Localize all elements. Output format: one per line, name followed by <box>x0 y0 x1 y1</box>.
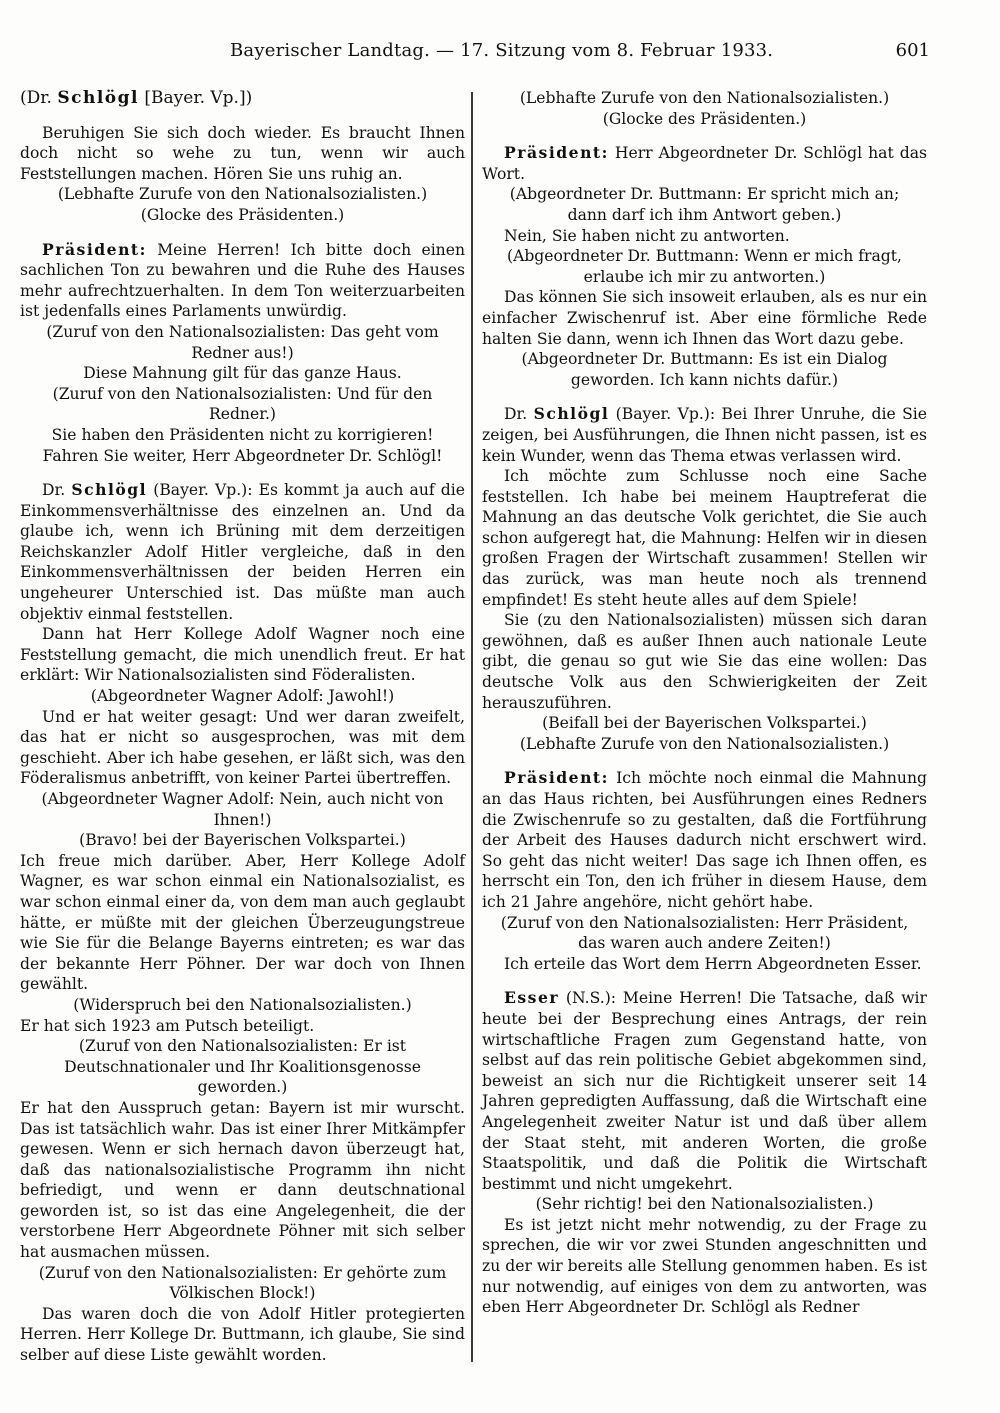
speaker-name: Esser <box>504 988 560 1008</box>
interjection: (Bravo! bei der Bayerischen Volkspartei.) <box>79 831 406 850</box>
paragraph: Sie (zu den Nationalsozialisten) müssen sich daran gewöhnen, daß es außer Ihnen auch nationale Leute gibt, die genau so gut wie Sie das eine wollen: Das deutsche Volk aus den Schwierigkeiten der Zeit herauszuführen. <box>482 611 927 712</box>
speech <box>20 480 465 624</box>
running-title: Bayerischer Landtag. — 17. Sitzung vom 8. Februar 1933. <box>230 40 774 61</box>
paragraph: Das waren doch die von Adolf Hitler protegierten Herren. Herr Kollege Dr. Buttmann, ich glaube, Sie sind selber auf diese Liste gewählt worden. <box>20 1304 465 1365</box>
interjection: (Abgeordneter Dr. Buttmann: Er spricht mich an; dann darf ich ihm Antwort geben.) <box>509 185 900 224</box>
paragraph: Dann hat Herr Kollege Adolf Wagner noch eine Feststellung gemacht, die mich unendlich freut. Er hat erklärt: Wir Nationalsozialisten sind Föderalisten. <box>20 625 465 685</box>
speaker-name: Präsident: <box>504 768 609 788</box>
paragraph: Ich freue mich darüber. Aber, Herr Kollege Adolf Wagner, es war schon einmal ein Nationalsozialist, es war schon einmal einer da, von dem man auch geglaubt hätte, er müßte mit der gleichen Überzeugungstreue wie Sie für die Belange Bayerns eintreten; es war das der bekannte Herr Pöhner. Der war doch von Ihnen gewählt. <box>20 851 465 994</box>
interjection: (Zuruf von den Nationalsozialisten: Er gehörte zum Völkischen Block!) <box>38 1263 447 1303</box>
paragraph: Er hat den Ausspruch getan: Bayern ist mir wurscht. Das ist tatsächlich wahr. Das ist einer Ihrer Mitkämpfer gewesen. Wenn er sich hernach davon überzeugt hat, daß das nationalsozialistische Programm ihn nicht befriedigt, und wenn er dann deutschnational geworden ist, so ist das eine Angelegenheit, die der verstorbene Herr Abgeordnete Pöhner mit sich selber hat ausmachen müssen. <box>20 1098 465 1262</box>
column-divider <box>471 92 473 1362</box>
interjection: (Abgeordneter Wagner Adolf: Jawohl!) <box>90 687 395 706</box>
paragraph: Diese Mahnung gilt für das ganze Haus. <box>83 364 402 383</box>
speaker-line <box>20 88 465 109</box>
interjection: (Glocke des Präsidenten.) <box>140 205 345 224</box>
speaker-name: Präsident: <box>42 239 147 259</box>
speaker-prefix: Dr. <box>504 405 534 424</box>
speaker-prefix: (Dr. <box>20 88 58 108</box>
interjection: (Zuruf von den Nationalsozialisten: Herr Präsident, das waren auch andere Zeiten!) <box>500 913 909 953</box>
page-header <box>20 38 930 66</box>
right-column <box>482 88 927 1318</box>
president-speech <box>482 768 927 912</box>
paragraph: Beruhigen Sie sich doch wieder. Es braucht Ihnen doch nicht so wehe zu tun, wenn wir auch Feststellungen machen. Hören Sie uns ruhig an. <box>20 123 465 183</box>
interjection: (Glocke des Präsidenten.) <box>602 109 807 128</box>
paragraph: Und er hat weiter gesagt: Und wer daran zweifelt, das hat er nicht so ausgesprochen, was mit dem geschieht. Aber ich habe gesehen, er läßt sich, was den Föderalismus anbetrifft, von keiner Partei übertreffen. <box>20 707 465 788</box>
speech-text: (Bayer. Vp.): Bei Ihrer Unruhe, die Sie zeigen, bei Ausführungen, die Ihnen nicht passen, ist es kein Wunder, wenn das Thema etwas verlassen wird. <box>482 405 927 465</box>
speech-text: Ich möchte noch einmal die Mahnung an das Haus richten, bei Ausführungen eines Redners die Zwischenrufe so zu gestalten, daß die Fortführung der Arbeit des Hauses dadurch nicht erschwert wird. So geht das nicht weiter! Das sage ich Ihnen offen, es herrscht ein Ton, den ich früher in diesem Hause, dem ich 21 Jahre angehöre, nicht gehört habe. <box>482 769 927 911</box>
interjection: (Zuruf von den Nationalsozialisten: Er ist Deutschnationaler und Ihr Koalitionsgenosse geworden.) <box>64 1037 421 1097</box>
interjection: (Widerspruch bei den Nationalsozialisten.) <box>73 995 412 1014</box>
president-speech <box>482 143 927 184</box>
interjection: (Abgeordneter Wagner Adolf: Nein, auch nicht von Ihnen!) <box>41 790 444 829</box>
paragraph: Es ist jetzt nicht mehr notwendig, zu der Frage zu sprechen, die wir vor zwei Stunden angeschnitten und zu der wir bereits alle Stellung genommen haben. Es ist nur notwendig, auf einiges von dem zu antworten, was eben Herr Abgeordneter Dr. Schlögl als Redner <box>482 1215 927 1317</box>
speech-text: Meine Herren! Ich bitte doch einen sachlichen Ton zu bewahren und die Ruhe des Hauses mehr aufrechtzuerhalten. In dem Ton weiterzuarbeiten ist jedenfalls eines Parlaments unwürdig. <box>20 240 465 321</box>
speech <box>482 988 927 1194</box>
speech-text: (Bayer. Vp.): Es kommt ja auch auf die Einkommensverhältnisse des einzelnen an. Und da glaube ich, wenn ich Brüning mit dem derzeitigen Reichskanzler Adolf Hitler vergleiche, daß in den Einkommensverhältnissen der beiden Herren ein ungeheurer Unterschied ist. Das müßte man auch objektiv einmal feststellen. <box>20 481 465 623</box>
president-speech <box>20 240 465 322</box>
interjection: (Abgeordneter Dr. Buttmann: Es ist ein Dialog geworden. Ich kann nichts dafür.) <box>521 350 888 389</box>
paragraph: Er hat sich 1923 am Putsch beteiligt. <box>20 1016 315 1035</box>
interjection: (Lebhafte Zurufe von den Nationalsozialisten.) <box>519 734 890 753</box>
paragraph: Sie haben den Präsidenten nicht zu korrigieren! Fahren Sie weiter, Herr Abgeordneter Dr. Schlögl! <box>42 425 443 465</box>
speaker-name: Präsident: <box>504 143 609 163</box>
interjection: (Sehr richtig! bei den Nationalsozialisten.) <box>535 1195 874 1214</box>
speech-text: Herr Abgeordneter Dr. Schlögl hat das Wort. <box>482 144 927 183</box>
interjection: (Abgeordneter Dr. Buttmann: Wenn er mich fragt, erlaube ich mir zu antworten.) <box>506 247 902 286</box>
paragraph: Ich erteile das Wort dem Herrn Abgeordneten Esser. <box>504 954 922 973</box>
speech <box>482 404 927 466</box>
interjection: (Lebhafte Zurufe von den Nationalsozialisten.) <box>57 185 428 204</box>
speaker-party: [Bayer. Vp.]) <box>138 88 253 108</box>
interjection: (Lebhafte Zurufe von den Nationalsozialisten.) <box>519 89 890 107</box>
speech-text: (N.S.): Meine Herren! Die Tatsache, daß wir heute bei der Besprechung eines Antrags, der rein wirtschaftliche Fragen zum Gegenstand hatte, von selbst auf das rein politische Gebiet abgekommen sind, beweist an sich nur die Richtigkeit unserer seit 14 Jahren gepredigten Auffassung, daß die Wirtschaft eine Angelegenheit zweiter Natur ist und daß über allem der Staat steht, mit anderen Worten, die große Staatspolitik, und daß die Politik die Wirtschaft bestimmt und nicht umgekehrt. <box>482 989 927 1193</box>
page-number: 601 <box>895 40 930 61</box>
speaker-name: Schlögl <box>57 88 139 108</box>
speaker-name: Schlögl <box>533 404 610 424</box>
paragraph: Nein, Sie haben nicht zu antworten. <box>504 226 790 245</box>
interjection: (Zuruf von den Nationalsozialisten: Das geht vom Redner aus!) <box>46 322 439 362</box>
paragraph: Ich möchte zum Schlusse noch eine Sache feststellen. Ich habe bei meinem Hauptreferat die Mahnung an das deutsche Volk gerichtet, die Sie auch schon aufgeregt hat, die Mahnung: Helfen wir in diesen großen Fragen der Wirtschaft zusammen! Stellen wir das zurück, was man heute noch als trennend empfindet! Es steht heute alles auf dem Spiele! <box>482 467 927 609</box>
paragraph: Das können Sie sich insoweit erlauben, als es nur ein einfacher Zwischenruf ist. Aber eine förmliche Rede halten Sie dann, wenn ich Ihnen das Wort dazu gebe. <box>482 288 927 348</box>
interjection: (Zuruf von den Nationalsozialisten: Und für den Redner.) <box>52 384 433 424</box>
speaker-name: Schlögl <box>71 480 148 500</box>
speaker-prefix: Dr. <box>42 481 72 500</box>
interjection: (Beifall bei der Bayerischen Volkspartei.) <box>542 714 867 733</box>
left-column <box>20 88 465 1366</box>
